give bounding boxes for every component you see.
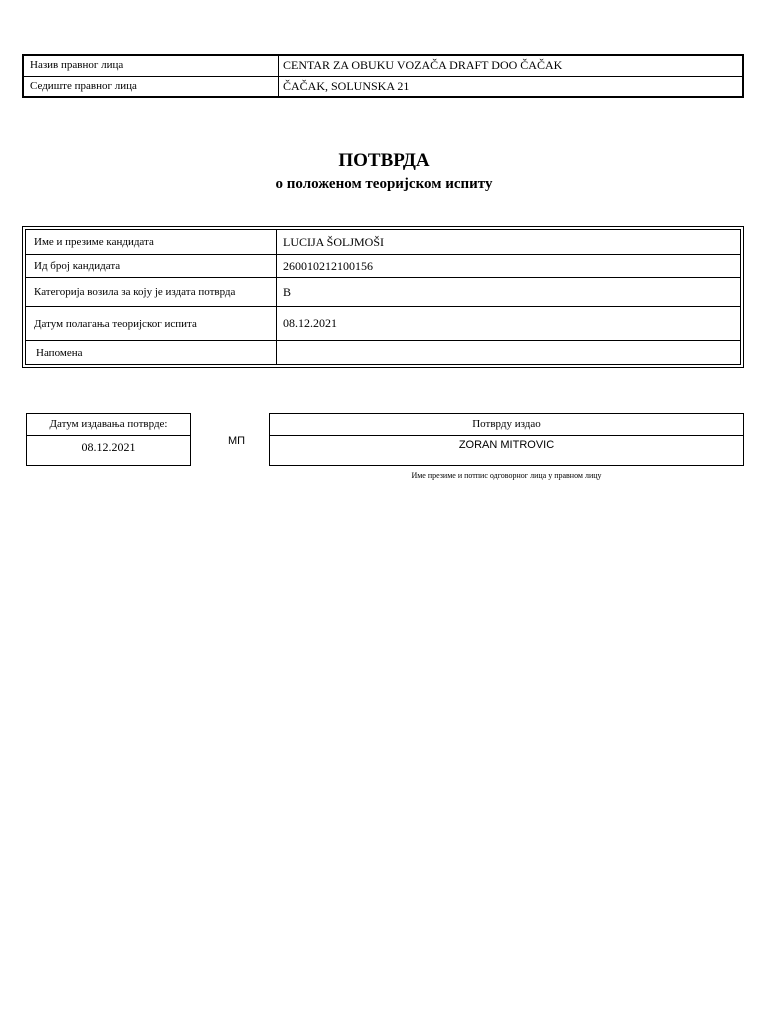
company-name-row (24, 56, 742, 76)
candidate-table-inner (25, 229, 741, 365)
candidate-table (22, 226, 744, 368)
company-info-table (22, 54, 744, 98)
document-title: ПОТВРДА (338, 150, 430, 171)
issue-date-value: 08.12.2021 (81, 440, 136, 454)
candidate-name-label: Име и презиме кандидата (26, 230, 277, 254)
table-row (26, 230, 740, 254)
exam-date-value: 08.12.2021 (283, 316, 337, 330)
table-row (26, 340, 740, 364)
table-row (26, 254, 740, 277)
candidate-id-value: 260010212100156 (283, 258, 373, 273)
stamp-placeholder: МП (228, 435, 246, 447)
vehicle-category-label: Категорија возила за коју је издата потврда (26, 278, 277, 306)
vehicle-category-value: B (283, 284, 292, 299)
document-subtitle: о положеном теоријском испиту (275, 176, 493, 192)
exam-date-label: Датум полагања теоријског испита (26, 307, 277, 340)
company-seat-row (24, 76, 742, 96)
issued-by-box (269, 413, 744, 466)
issue-date-box (26, 413, 191, 466)
company-name-value: CENTAR ZA OBUKU VOZAČA DRAFT DOO ČAČAK (283, 58, 563, 72)
table-row (26, 306, 740, 340)
candidate-name-value: LUCIJA ŠOLJMOŠI (283, 234, 385, 249)
issue-date-label: Датум издавања потврде: (27, 414, 190, 436)
issued-by-value: ZORAN MITROVIC (458, 439, 555, 451)
signature-footnote: Име презиме и потпис одговорног лица у правном лицу (411, 471, 602, 480)
company-seat-value: ČAČAK, SOLUNSKA 21 (283, 79, 410, 93)
issued-by-label: Потврду издао (270, 414, 743, 436)
note-value (277, 341, 740, 364)
table-row (26, 277, 740, 306)
note-label: Напомена (26, 341, 277, 364)
company-seat-label: Седиште правног лица (24, 77, 279, 96)
candidate-id-label: Ид број кандидата (26, 255, 277, 277)
company-name-label: Назив правног лица (24, 56, 279, 76)
